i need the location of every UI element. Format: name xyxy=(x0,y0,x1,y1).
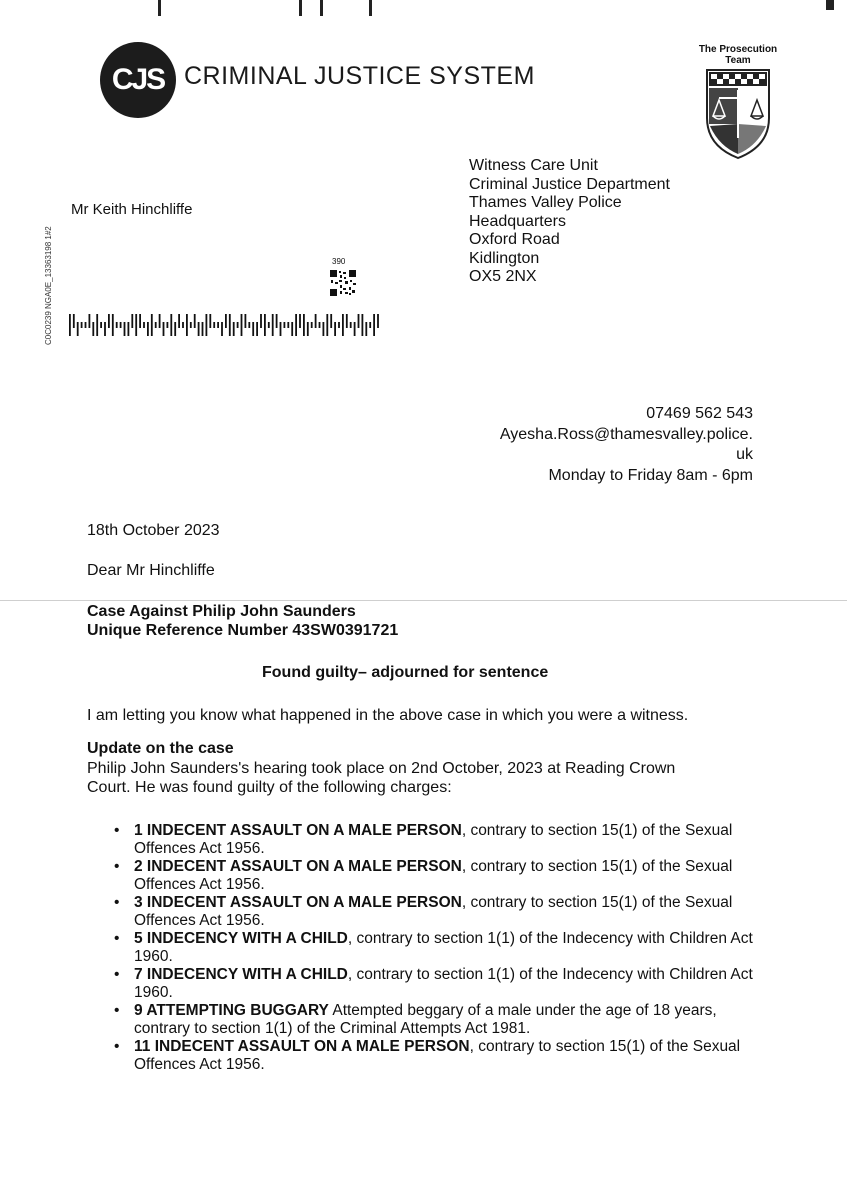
barcode-bar xyxy=(155,322,157,328)
address-line: Thames Valley Police xyxy=(469,194,622,211)
barcode-bar xyxy=(135,314,137,336)
barcode-bar xyxy=(280,322,282,336)
sender-address xyxy=(469,157,670,287)
barcode-bar xyxy=(272,314,274,336)
update-text-line2: Court. He was found guilty of the following charges: xyxy=(87,779,452,796)
barcode-bar xyxy=(178,314,180,328)
barcode-bar xyxy=(167,322,169,328)
charge-item xyxy=(108,858,758,893)
barcode-bar xyxy=(346,314,348,328)
barcode-bar xyxy=(209,314,211,328)
barcode-bar xyxy=(92,322,94,336)
barcode-bar xyxy=(354,322,356,336)
barcode-bar xyxy=(326,314,328,336)
barcode-bar xyxy=(202,322,204,336)
org-name: CRIMINAL JUSTICE SYSTEM xyxy=(184,62,535,90)
barcode-bar xyxy=(319,322,321,328)
update-heading: Update on the case xyxy=(87,740,234,757)
address-line: OX5 2NX xyxy=(469,268,537,285)
barcode-bar xyxy=(330,314,332,328)
barcode-bar xyxy=(163,322,165,336)
barcode-bar xyxy=(260,314,262,328)
address-line: Witness Care Unit xyxy=(469,157,598,174)
barcode-bar xyxy=(89,314,91,328)
charge-detail: , contrary to section 1(1) of the Indecency with Children Act 1960. xyxy=(134,930,753,965)
side-code: C0C0239 NGA0E_13363198 1#2 xyxy=(44,226,53,345)
charge-item xyxy=(108,1038,758,1073)
recipient-name: Mr Keith Hinchliffe xyxy=(71,201,193,218)
charge-title: 2 INDECENT ASSAULT ON A MALE PERSON xyxy=(134,858,462,875)
barcode-bar xyxy=(186,314,188,336)
barcode-bar xyxy=(245,314,247,328)
barcode-bar xyxy=(194,314,196,328)
barcode-bar xyxy=(77,322,79,336)
barcode-bar xyxy=(112,314,114,336)
barcode-bar xyxy=(73,314,75,328)
barcode-bar xyxy=(295,314,297,336)
barcode-bar xyxy=(311,322,313,328)
barcode-bar xyxy=(69,314,71,336)
barcode-bar xyxy=(217,322,219,328)
charge-detail: , contrary to section 1(1) of the Indecency with Children Act 1960. xyxy=(134,966,753,1001)
charge-title: 7 INDECENCY WITH A CHILD xyxy=(134,966,348,983)
letter-date: 18th October 2023 xyxy=(87,522,220,539)
address-line: Kidlington xyxy=(469,249,540,267)
charge-item xyxy=(108,822,758,857)
edge-mark xyxy=(320,0,323,16)
charge-item xyxy=(108,966,758,1001)
barcode-bar xyxy=(213,322,215,328)
barcode-bar xyxy=(225,314,227,328)
barcode-bar xyxy=(128,322,130,336)
qr-code-icon xyxy=(330,270,356,296)
barcode-bar xyxy=(221,322,223,336)
barcode-bar xyxy=(206,314,208,336)
barcode-bar xyxy=(365,322,367,336)
barcode-bar xyxy=(139,314,141,328)
barcode-bar xyxy=(131,314,133,328)
address-line: Headquarters xyxy=(469,212,566,230)
barcode-bar xyxy=(358,314,360,328)
contact-hours: Monday to Friday 8am - 6pm xyxy=(548,466,753,484)
charge-item xyxy=(108,894,758,929)
barcode-bar xyxy=(229,314,231,336)
barcode-bar xyxy=(276,314,278,328)
outcome-heading: Found guilty– adjourned for sentence xyxy=(262,664,549,681)
barcode-bar xyxy=(303,314,305,336)
barcode-bar xyxy=(182,322,184,328)
barcode-bar xyxy=(362,314,364,336)
barcode-bar xyxy=(96,314,98,336)
barcode-bar xyxy=(334,322,336,336)
barcode-bar xyxy=(85,322,87,328)
contact-email-line2: uk xyxy=(736,446,753,463)
barcode-bar xyxy=(264,314,266,336)
charge-detail: , contrary to section 15(1) of the Sexual Offences Act 1956. xyxy=(134,1038,741,1073)
barcode-bar xyxy=(287,322,289,328)
cjs-logo xyxy=(100,42,176,118)
barcode-bar xyxy=(241,314,243,336)
intro-text: I am letting you know what happened in the above case in which you were a witness. xyxy=(87,707,689,724)
qr-number: 390 xyxy=(332,257,346,266)
contact-phone: 07469 562 543 xyxy=(646,405,753,422)
barcode-bar xyxy=(256,322,258,336)
update-text-line1: Philip John Saunders's hearing took place on 2nd October, 2023 at Reading Crown xyxy=(87,760,676,777)
charge-detail: , contrary to section 15(1) of the Sexual Offences Act 1956. xyxy=(134,822,733,857)
barcode-bar xyxy=(252,322,254,336)
barcode-bar xyxy=(159,314,161,328)
barcode-bar xyxy=(120,322,122,328)
barcode-bar xyxy=(268,322,270,328)
contact-details xyxy=(500,404,753,486)
barcode-bar xyxy=(284,322,286,328)
charge-title: 1 INDECENT ASSAULT ON A MALE PERSON xyxy=(134,822,462,839)
barcode-bar xyxy=(373,314,375,336)
salutation: Dear Mr Hinchliffe xyxy=(87,562,215,579)
barcode-bar xyxy=(377,314,379,328)
barcode-bar xyxy=(81,322,83,328)
charges-list xyxy=(108,822,758,1074)
barcode-bar xyxy=(248,322,250,328)
postal-barcode xyxy=(69,314,385,336)
barcode-bar xyxy=(315,314,317,328)
edge-mark xyxy=(299,0,302,16)
charge-detail: , contrary to section 15(1) of the Sexual Offences Act 1956. xyxy=(134,894,733,929)
contact-email-line1: Ayesha.Ross@thamesvalley.police. xyxy=(499,425,753,443)
charge-item xyxy=(108,1002,758,1037)
barcode-bar xyxy=(147,322,149,336)
charge-detail: Attempted beggary of a male under the age of 18 years, contrary to section 1(1) of the Criminal Attempts Act 1981. xyxy=(134,1002,717,1037)
barcode-bar xyxy=(116,322,118,328)
badge-title: The Prosecution Team xyxy=(698,44,778,66)
charge-item xyxy=(108,930,758,965)
barcode-bar xyxy=(237,322,239,328)
address-line: Criminal Justice Department xyxy=(469,175,670,193)
charge-title: 11 INDECENT ASSAULT ON A MALE PERSON xyxy=(134,1038,470,1055)
barcode-bar xyxy=(124,322,126,336)
charge-title: 3 INDECENT ASSAULT ON A MALE PERSON xyxy=(134,894,462,911)
barcode-bar xyxy=(108,314,110,328)
barcode-bar xyxy=(143,322,145,328)
barcode-bar xyxy=(369,322,371,328)
edge-mark xyxy=(826,0,834,10)
barcode-bar xyxy=(291,322,293,336)
barcode-bar xyxy=(323,322,325,336)
case-title: Case Against Philip John Saunders xyxy=(87,603,356,620)
prosecution-team-badge xyxy=(698,44,778,165)
cjs-logo-mark: CJS xyxy=(111,63,165,96)
barcode-bar xyxy=(299,314,301,328)
barcode-bar xyxy=(233,322,235,336)
barcode-bar xyxy=(342,314,344,336)
barcode-bar xyxy=(104,322,106,336)
barcode-bar xyxy=(151,314,153,336)
barcode-bar xyxy=(198,322,200,336)
address-line: Oxford Road xyxy=(469,231,560,248)
barcode-bar xyxy=(100,322,102,328)
scales-shield-icon xyxy=(705,68,771,160)
edge-mark xyxy=(369,0,372,16)
charge-title: 9 ATTEMPTING BUGGARY xyxy=(134,1002,329,1019)
barcode-bar xyxy=(190,322,192,328)
charge-detail: , contrary to section 15(1) of the Sexual Offences Act 1956. xyxy=(134,858,733,893)
barcode-bar xyxy=(307,322,309,336)
barcode-bar xyxy=(338,322,340,328)
unique-reference-number: Unique Reference Number 43SW0391721 xyxy=(87,622,399,639)
barcode-bar xyxy=(170,314,172,336)
barcode-bar xyxy=(350,322,352,328)
edge-mark xyxy=(158,0,161,16)
charge-title: 5 INDECENCY WITH A CHILD xyxy=(134,930,348,947)
barcode-bar xyxy=(174,322,176,336)
fold-line xyxy=(0,600,847,601)
